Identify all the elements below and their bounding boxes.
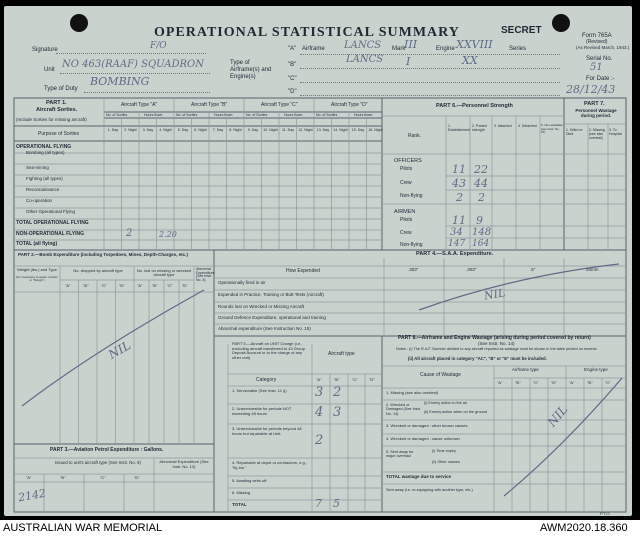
archive-reference: AWM2020.18.360 (540, 522, 628, 534)
p5-total-b: 5 (333, 497, 340, 510)
archive-footer (0, 520, 640, 536)
part5-title: PART 5.—Aircraft on UNIT Charge (i.e., excluding aircraft transferred to 43 Group Deposit Account or to the charge of any other unit) (232, 341, 305, 360)
p5-col-d: "D" (369, 377, 375, 382)
part1-col-1: 1. Day (107, 128, 119, 132)
category-header: Category (256, 377, 277, 383)
part1-subtitle: Aircraft Sorties. (36, 107, 78, 113)
calibre-5: .5" (530, 267, 536, 272)
row-d-label: "D" (288, 89, 297, 95)
engine-b-value: XX (462, 54, 478, 67)
airframe-a-value: LANCS (344, 40, 382, 51)
p8-row-cause-unknown: 4. Wrecked or damaged : cause unknown (386, 436, 460, 441)
part1-col-15: 15. Day (351, 128, 365, 132)
series-label: Series (509, 46, 527, 52)
saa-row-ground: Ground Defence Expenditure, operational and training (218, 315, 326, 320)
mark-b-value: I (406, 55, 411, 68)
row-bombing: Bombing (all types) (26, 150, 65, 155)
p5-unserv48-a: 4 (315, 405, 324, 420)
p8-row-re-equipping: Sent away (i.e. re-equipping with another type, etc.) (386, 488, 473, 492)
officers-label: OFFICERS (394, 158, 422, 164)
row-other-operational: Other Operational Flying (26, 209, 76, 214)
signature-value: F/O (150, 41, 167, 51)
p8-row-sent-away: 5. Sent away for major overhaul (386, 450, 414, 459)
airmen-crew-est: 34 (450, 227, 463, 238)
serial-label: Serial No. (586, 56, 613, 62)
airframe-type-header: Airframe type (512, 367, 539, 372)
mark-label: Mark (392, 46, 406, 52)
archive-name: AUSTRALIAN WAR MEMORIAL (3, 522, 163, 534)
part1-col-4: 4. Night (159, 128, 172, 132)
abnormal-header: Abnormal Expenditure (See Instr. No. 3) (196, 267, 215, 282)
airframe-b-value: LANCS (346, 54, 384, 65)
sorties-c: No. of Sorties (246, 113, 268, 117)
saa-row-practice: Expended in Practice, Training or Butt Tests (Aircraft) (218, 292, 324, 297)
part7-title: PART 7. (584, 101, 605, 107)
p5-col-c: "C" (352, 377, 358, 382)
p5-col-b: "B" (334, 377, 340, 382)
hours-d: Hours flown (354, 113, 373, 117)
hours-a: Hours flown (144, 113, 163, 117)
calibre-303-a: .303" (408, 267, 419, 272)
form-title: OPERATIONAL STATISTICAL SUMMARY (154, 25, 460, 40)
row-total-all: TOTAL (all flying) (16, 241, 58, 247)
part6-title: PART 6.—Personnel Strength (436, 103, 513, 109)
row-sea-mining: Sea-mining (26, 165, 49, 170)
p5-row-missing: 6. Missing (232, 490, 251, 495)
saa-row-lost: Rounds lost on Wrecked or Missing Aircraft (218, 304, 304, 309)
officers-pilots-est: 11 (452, 163, 466, 176)
p3-col-a: "A" (26, 475, 32, 480)
issued-header: Issued to unit's aircraft type (See Instr. No. 9) (55, 460, 141, 465)
serial-value: 51 (590, 62, 603, 73)
dropped-b: "B" (83, 283, 89, 288)
type-d-header: Aircraft Type "D" (331, 102, 368, 108)
weight-header: Weight (lbs.) and Type (17, 267, 57, 272)
p5-unserv48-b: 3 (333, 405, 342, 420)
part1-col-10: 10. Night (263, 128, 278, 132)
form-amended: (As Revised March, 1943.) (576, 45, 630, 50)
type-c-header: Aircraft Type "C" (261, 102, 298, 108)
row-a-label: "A" (288, 46, 297, 52)
form-revised: (Revised) (586, 39, 608, 45)
row-reconnaissance: Reconnaissance (26, 187, 60, 192)
airmen-nonflying-label: Non-flying (400, 242, 423, 248)
classification: SECRET (501, 25, 542, 36)
p5-row-unserviceable-48: 2. Unserviceable for periods NOT exceeding 48 hours (232, 406, 292, 416)
officers-nonflying-label: Non-flying (400, 193, 423, 199)
part2-title: PART 2.—Bomb Expenditure (including Torpedoes, Mines, Depth-Charges, etc.) (18, 252, 188, 257)
p8-row-wrecked-ground: (ii) Enemy action when on the ground (424, 410, 487, 414)
rank-header: Rank. (408, 133, 422, 139)
col-detached: 4. Detached (518, 124, 537, 128)
officers-crew-label: Crew (400, 180, 412, 186)
officers-pilots-label: Pilots (400, 166, 413, 172)
calibre-303-b: .303" (466, 267, 477, 272)
nonop-night-sorties: 2 (126, 228, 133, 239)
mark-a-value: III (404, 38, 418, 51)
part1-col-5: 5. Day (177, 128, 189, 132)
part4-title: PART 4.—S.A.A. Expenditure. (416, 251, 494, 257)
col-hospital: 3. To Hospital (609, 128, 622, 137)
aircraft-type-header: Aircraft type (328, 351, 355, 357)
duty-label: Type of Duty (44, 86, 78, 92)
part1-col-12: 12. Night (298, 128, 313, 132)
p5-row-unserviceable-unit: 3. Unserviceable for periods beyond 48 hours but repairable at Unit. (232, 426, 302, 436)
lost-a: "A" (137, 283, 143, 288)
engine-a-value: XXVIII (456, 38, 493, 51)
row-c-label: "C" (288, 76, 297, 82)
unit-label: Unit (44, 67, 55, 73)
airmen-crew-posted: 148 (472, 227, 492, 238)
p3-col-c: "C" (100, 475, 106, 480)
purpose-header: Purpose of Sorties (38, 131, 80, 137)
row-operational-flying: OPERATIONAL FLYING (16, 144, 72, 150)
date-value: 28/12/43 (566, 83, 616, 96)
part1-col-9: 9. Day (247, 128, 259, 132)
hours-b: Hours flown (214, 113, 233, 117)
p8-eng-b: "B" (587, 380, 593, 385)
p5-row-write-off: 5. Awaiting write-off (232, 478, 267, 483)
saa-row-abnormal: Abnormal expenditure (See Instruction No. 15) (218, 326, 311, 331)
row-co-operation: Co-operation (26, 198, 53, 203)
weight-note: (for necessary to quote "marks" or "fixings") (16, 275, 58, 282)
officers-nonfly-posted: 2 (478, 191, 485, 204)
part1-col-14: 14. Night (333, 128, 348, 132)
part1-col-7: 7. Day (212, 128, 224, 132)
p5-total-a: 7 (315, 497, 322, 510)
airmen-nonfly-posted: 164 (472, 239, 490, 249)
p5-row-repairable-depot: 4. Repairable at depot or contractors, e.g., "fly-ins." (232, 460, 307, 470)
p3-col-b: "B" (60, 475, 66, 480)
engine-type-header: Engine type (584, 367, 608, 372)
engine-label: Engine (436, 46, 455, 52)
type-a-header: Aircraft Type "A" (121, 102, 158, 108)
part1-col-6: 6. Night (194, 128, 207, 132)
part3-title: PART 3.—Aviation Petrol Expenditure : Gallons. (50, 447, 164, 453)
petrol-a-value: 2142 (17, 486, 47, 505)
part1-col-2: 2. Night (124, 128, 137, 132)
part7-subtitle: Personnel Wastage during period. (575, 108, 617, 118)
p5-col-a: "A" (316, 377, 322, 382)
p5-row-serviceable: 1. Serviceable (See Instr. 11 (i) (232, 388, 287, 393)
col-killed: 1. Killed or Died. (566, 128, 583, 137)
officers-pilots-posted: 22 (474, 163, 488, 176)
row-total-operational: TOTAL OPERATIONAL FLYING (16, 220, 89, 226)
p3-col-d: "D" (134, 475, 140, 480)
part8-sub: (See Instr. No. 14) (478, 341, 515, 346)
p8-row-wrecked-air: (i) Enemy action in the air (424, 401, 468, 405)
airmen-pilots-posted: 9 (476, 214, 483, 227)
duty-value: BOMBING (90, 75, 150, 88)
row-b-label: "B" (288, 62, 297, 68)
p8-row-other-known: 3. Wrecked or damaged : other known causes (386, 423, 468, 428)
part1-col-16: 16. Night (368, 128, 383, 132)
part1-title: PART 1. (46, 100, 67, 106)
p8-row-missing: 1. Missing (see also overleaf) (386, 390, 439, 395)
p8-row-wrecked: 2. Wrecked or Damaged (See Instr. No. 14) (386, 403, 421, 416)
p5-unservunit-a: 2 (315, 433, 324, 448)
airmen-pilots-est: 11 (452, 214, 466, 227)
col-establishment: 1. Establishment (448, 124, 470, 133)
p8-air-a: "A" (497, 380, 503, 385)
airmen-label: AIRMEN (394, 209, 416, 215)
sorties-b: No. of Sorties (176, 113, 198, 117)
dropped-header: No. dropped by aircraft type (73, 268, 123, 273)
p5-serviceable-b: 2 (333, 385, 342, 400)
p8-row-time-expiry: (i) Time expiry (432, 449, 456, 453)
dropped-a: "A" (65, 283, 71, 288)
how-expended-header: How Expended (286, 268, 320, 274)
calibre-20mm: 20mm (586, 267, 599, 272)
airmen-nonfly-est: 147 (448, 239, 466, 249)
dropped-c: "C" (101, 283, 107, 288)
col-non-available: 5. Non-available (see Instr. No. 15) (541, 123, 563, 135)
p8-eng-a: "A" (569, 380, 575, 385)
airframe-label: Airframe (302, 46, 325, 52)
sorties-a: No. of Sorties (106, 113, 128, 117)
part4-nil: NIL (483, 286, 507, 303)
nonop-night-hours: 2.20 (159, 230, 177, 239)
p8-air-b: "B" (515, 380, 521, 385)
p8-row-total: TOTAL wastage due to service (386, 474, 452, 479)
signature-label: Signature (32, 47, 58, 53)
pto-label: P.T.O. (600, 511, 611, 516)
dropped-d: "D" (119, 283, 125, 288)
saa-row-fired: Operationally fired in air (218, 280, 266, 285)
p8-air-c: "C" (533, 380, 539, 385)
lost-c: "C" (167, 283, 173, 288)
sorties-d: No. of Sorties (316, 113, 338, 117)
row-fighting: Fighting (all types) (26, 176, 63, 181)
part8-nil: NIL (544, 402, 571, 430)
p8-eng-c: "C" (605, 380, 611, 385)
cause-header: Cause of Wastage (420, 372, 461, 378)
part1-col-3: 3. Day (142, 128, 154, 132)
part8-title: PART 8.—Airframe and Engine Wastage (arising during period covered by return) (398, 335, 591, 341)
part8-note2: (ii) All aircraft placed in category "AC", "B" or "E" must be included. (408, 356, 547, 361)
part1-col-11: 11. Day (281, 128, 295, 132)
officers-crew-est: 43 (452, 177, 466, 190)
aircraft-type-label: Type of Airframe(s) and Engine(s) (230, 60, 272, 81)
part1-note: (Include Sorties for missing aircraft) (16, 117, 87, 122)
officers-crew-posted: 44 (474, 177, 488, 190)
type-b-header: Aircraft Type "B" (191, 102, 228, 108)
part8-note1: Notes : (i) The R.A.F. Number allotted to any aircraft reported as wastage must be shown in the table printed on reverse. (396, 347, 598, 351)
col-attached: 3. Attached (494, 124, 512, 128)
unit-value: NO 463(RAAF) SQUADRON (62, 59, 204, 70)
p5-row-total: TOTAL (232, 502, 247, 507)
col-posted-strength: 2. Posted strength (472, 124, 487, 133)
officers-nonfly-est: 2 (456, 191, 463, 204)
hours-c: Hours flown (284, 113, 303, 117)
row-non-operational: NON-OPERATIONAL FLYING (16, 231, 84, 237)
part2-nil: NIL (106, 338, 134, 362)
form-number: Form 765A (582, 33, 612, 39)
lost-b: "B" (152, 283, 158, 288)
part1-col-8: 8. Night (229, 128, 242, 132)
p3-abnormal-header: Abnormal Expenditure (See Instr. No. 13) (159, 459, 209, 469)
airmen-pilots-label: Pilots (400, 217, 413, 223)
col-missing: 2. Missing (see also overleaf) (589, 128, 605, 141)
airmen-crew-label: Crew (400, 230, 412, 236)
p5-serviceable-a: 3 (315, 385, 324, 400)
p8-row-other-causes: (ii) Other causes (432, 460, 460, 464)
lost-d: "D" (182, 283, 188, 288)
form-sheet (4, 6, 632, 516)
p8-air-d: "D" (551, 380, 557, 385)
part1-col-13: 13. Day (316, 128, 330, 132)
date-label: For Date :- (586, 76, 615, 82)
lost-header: No. lost on missing or wrecked aircraft type (136, 268, 192, 277)
